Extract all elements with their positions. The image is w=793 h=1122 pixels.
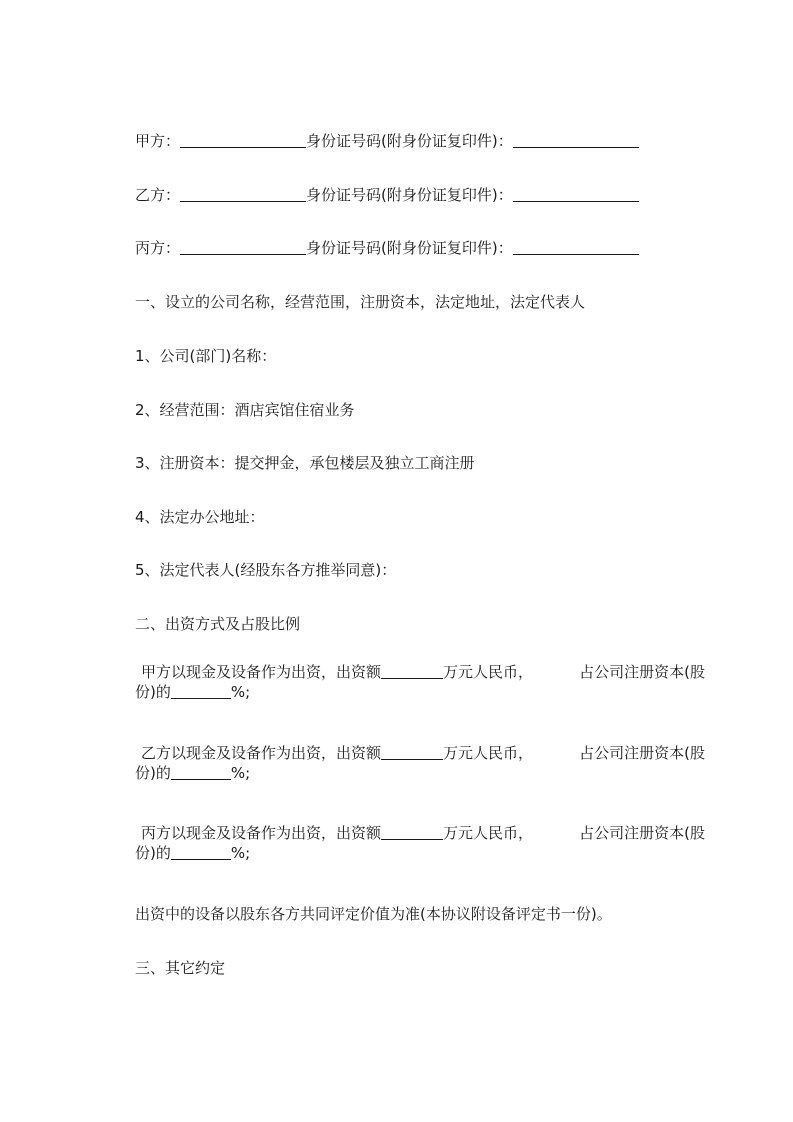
party-label: 丙方： [135, 239, 181, 257]
id-blank [513, 239, 639, 255]
party-line-b [135, 185, 639, 205]
amount-blank [381, 663, 443, 679]
party-label: 乙方： [135, 186, 181, 204]
party-line-a [135, 131, 639, 151]
percent-blank [171, 764, 231, 780]
party-line-c [135, 238, 639, 258]
section1-heading: 一、设立的公司名称，经营范围，注册资本，法定地址，法定代表人 [135, 293, 586, 311]
contribution-paragraph-a [135, 662, 705, 702]
section1-item: 3、注册资本：提交押金，承包楼层及独立工商注册 [135, 454, 475, 472]
contribution-line-2: 份)的 %; [135, 683, 251, 701]
id-label: 身份证号码(附身份证复印件)： [306, 186, 513, 204]
contribution-paragraph-b [135, 743, 705, 783]
amount-blank [381, 744, 443, 760]
section1-item: 2、经营范围：酒店宾馆住宿业务 [135, 401, 355, 419]
section1-item: 4、法定办公地址： [135, 508, 265, 526]
section1-item: 5、法定代表人(经股东各方推举同意)： [135, 561, 397, 579]
name-blank [180, 186, 306, 202]
percent-blank [171, 683, 231, 699]
section2-heading: 二、出资方式及占股比例 [135, 615, 301, 633]
contribution-line-1: 甲方以现金及设备作为出资，出资额 万元人民币， 占公司注册资本(股 [141, 663, 705, 681]
section3-heading: 三、其它约定 [135, 959, 226, 977]
contribution-line-1: 丙方以现金及设备作为出资，出资额 万元人民币， 占公司注册资本(股 [141, 824, 705, 842]
party-label: 甲方： [135, 132, 181, 150]
contribution-paragraph-c [135, 823, 705, 863]
name-blank [180, 132, 306, 148]
id-blank [513, 186, 639, 202]
section1-item: 1、公司(部门)名称： [135, 347, 277, 365]
contribution-line-1: 乙方以现金及设备作为出资，出资额 万元人民币， 占公司注册资本(股 [141, 744, 705, 762]
amount-blank [381, 824, 443, 840]
name-blank [180, 239, 306, 255]
id-label: 身份证号码(附身份证复印件)： [306, 239, 513, 257]
contribution-line-2: 份)的 %; [135, 844, 251, 862]
id-blank [513, 132, 639, 148]
percent-blank [171, 844, 231, 860]
equipment-note: 出资中的设备以股东各方共同评定价值为准(本协议附设备评定书一份)。 [135, 905, 612, 923]
id-label: 身份证号码(附身份证复印件)： [306, 132, 513, 150]
contribution-line-2: 份)的 %; [135, 764, 251, 782]
